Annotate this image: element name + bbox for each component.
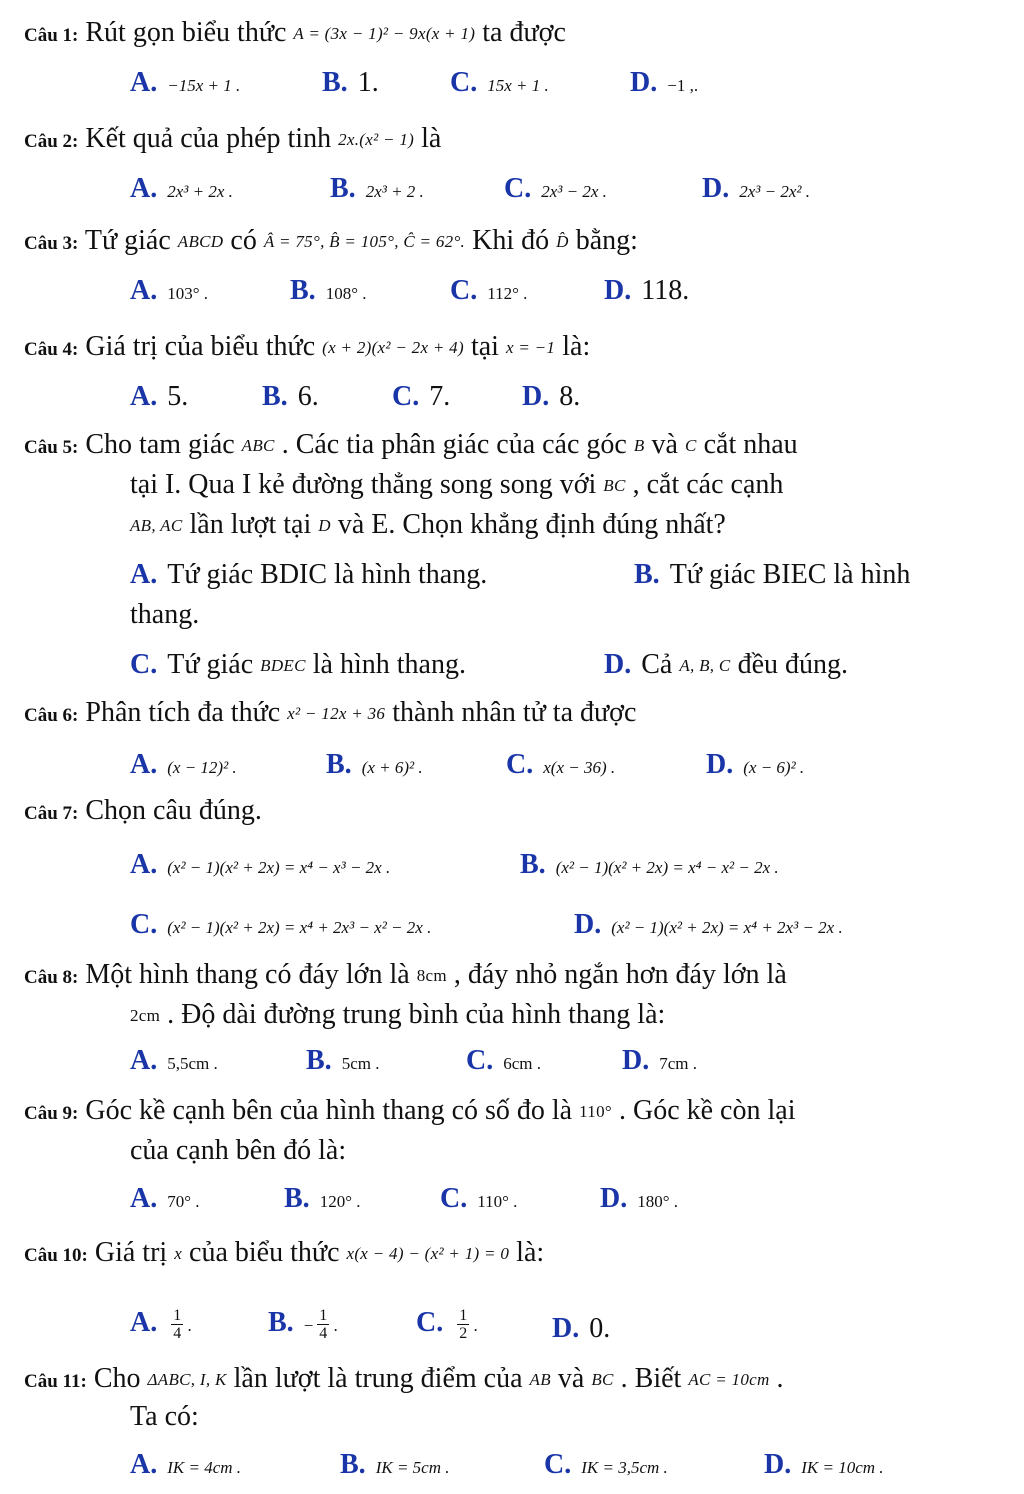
- text-fragment: 2x.(x² − 1): [338, 130, 415, 149]
- option-a[interactable]: [130, 1180, 200, 1221]
- text-fragment: 103° .: [167, 284, 209, 303]
- text-fragment: 4: [173, 1325, 182, 1343]
- option-label: C.: [130, 649, 158, 680]
- text-fragment: 6cm .: [503, 1054, 542, 1073]
- question-number: Câu 4:: [24, 339, 79, 360]
- text-fragment: 5.: [167, 381, 189, 412]
- option-c[interactable]: [466, 1042, 541, 1083]
- text-fragment: Rút gọn biểu thức: [85, 17, 294, 48]
- option-label: A.: [130, 559, 158, 590]
- question-11-line-2: [130, 1398, 199, 1436]
- text-fragment: 108° .: [325, 284, 367, 303]
- text-fragment: Â = 75°, B̂ = 105°, Ĉ = 62°.: [263, 232, 466, 251]
- text-fragment: của biểu thức: [182, 1237, 347, 1268]
- option-b-continued: [130, 596, 199, 634]
- option-label: D.: [622, 1045, 650, 1076]
- option-b[interactable]: [268, 1304, 338, 1345]
- option-c[interactable]: [544, 1446, 668, 1487]
- text-fragment: B: [633, 436, 645, 455]
- text-fragment: Cho tam giác: [85, 429, 242, 460]
- text-fragment: D̂: [556, 232, 569, 251]
- text-fragment: 8cm: [416, 966, 447, 985]
- option-label: C.: [392, 381, 420, 412]
- option-label: A.: [130, 1045, 158, 1076]
- text-fragment: IK = 3,5cm .: [581, 1458, 668, 1477]
- option-b[interactable]: [284, 1180, 361, 1221]
- text-fragment: AB: [529, 1370, 551, 1389]
- text-fragment: Chọn câu đúng.: [85, 795, 262, 826]
- option-label: D.: [764, 1449, 792, 1480]
- option-d[interactable]: [600, 1180, 678, 1221]
- fraction: [457, 1307, 469, 1342]
- option-d[interactable]: [630, 64, 698, 105]
- text-fragment: tại I. Qua I kẻ đường thẳng song song với: [130, 469, 604, 500]
- text-fragment: 7cm .: [659, 1054, 698, 1073]
- text-fragment: ΔABC, I, K: [147, 1370, 227, 1389]
- option-label: A.: [130, 849, 158, 880]
- question-9-line-2: [130, 1132, 346, 1170]
- question-number: Câu 8:: [24, 967, 79, 988]
- text-fragment: (x² − 1)(x² + 2x) = x⁴ + 2x³ − 2x .: [611, 918, 843, 937]
- text-fragment: x(x − 36) .: [543, 758, 616, 777]
- text-fragment: 2: [459, 1325, 468, 1343]
- question-number: Câu 9:: [24, 1103, 79, 1124]
- text-fragment: 112° .: [487, 284, 528, 303]
- text-fragment: (x² − 1)(x² + 2x) = x⁴ − x² − 2x .: [555, 858, 779, 877]
- text-fragment: 2cm: [130, 1006, 161, 1025]
- text-fragment: . Biết: [613, 1363, 689, 1394]
- option-label: C.: [450, 275, 478, 306]
- text-fragment: 5cm .: [341, 1054, 380, 1073]
- text-fragment: Ta có:: [130, 1401, 199, 1432]
- text-fragment: (x − 12)² .: [167, 758, 237, 777]
- text-fragment: IK = 5cm .: [375, 1458, 450, 1477]
- text-fragment: BC: [591, 1370, 614, 1389]
- text-fragment: 15x + 1 .: [487, 76, 549, 95]
- option-label: D.: [522, 381, 550, 412]
- text-fragment: là:: [509, 1237, 545, 1268]
- option-a[interactable]: [130, 272, 208, 313]
- text-fragment: , cắt các cạnh: [625, 469, 784, 500]
- option-b[interactable]: [306, 1042, 379, 1083]
- option-label: D.: [630, 67, 658, 98]
- option-c[interactable]: [450, 272, 527, 313]
- text-fragment: 5,5cm .: [167, 1054, 218, 1073]
- option-c[interactable]: [130, 906, 431, 947]
- text-fragment: ABCD: [177, 232, 224, 251]
- fraction: [317, 1307, 329, 1342]
- question-number: Câu 6:: [24, 705, 79, 726]
- option-label: B.: [330, 173, 356, 204]
- text-fragment: , đáy nhỏ ngắn hơn đáy lớn là: [446, 959, 787, 990]
- option-d[interactable]: [702, 170, 810, 211]
- option-a[interactable]: [130, 378, 188, 416]
- option-label: D.: [552, 1313, 580, 1344]
- text-fragment: 110°: [579, 1102, 612, 1121]
- text-fragment: thang.: [130, 599, 200, 630]
- text-fragment: Phân tích đa thức: [85, 697, 288, 728]
- question-8-line-2: [130, 996, 665, 1035]
- option-label: A.: [130, 67, 158, 98]
- option-label: A.: [130, 1307, 158, 1338]
- text-fragment: 118.: [641, 275, 690, 306]
- text-fragment: tại: [470, 331, 506, 362]
- question-10-stem: [24, 1234, 544, 1275]
- text-fragment: . Các tia phân giác của các góc: [274, 429, 634, 460]
- text-fragment: IK = 4cm .: [167, 1458, 242, 1477]
- option-label: A.: [130, 173, 158, 204]
- text-fragment: Kết quả của phép tinh: [85, 123, 339, 154]
- text-fragment: 1: [319, 1307, 328, 1325]
- text-fragment: lần lượt là trung điểm của: [226, 1363, 530, 1394]
- text-fragment: 6.: [297, 381, 319, 412]
- text-fragment: và: [550, 1363, 592, 1394]
- text-fragment: Tứ giác: [84, 225, 178, 256]
- option-label: B.: [290, 275, 316, 306]
- option-label: A.: [130, 275, 158, 306]
- text-fragment: Cho: [93, 1363, 148, 1394]
- text-fragment: −1 ,.: [667, 76, 699, 95]
- question-number: Câu 11:: [24, 1371, 87, 1392]
- text-fragment: 120° .: [319, 1192, 361, 1211]
- text-fragment: 1: [173, 1307, 182, 1325]
- question-number: Câu 2:: [24, 131, 79, 152]
- option-label: C.: [416, 1307, 444, 1338]
- option-b[interactable]: [634, 556, 910, 594]
- option-c[interactable]: [440, 1180, 517, 1221]
- question-number: Câu 7:: [24, 803, 79, 824]
- text-fragment: 2x³ − 2x² .: [739, 182, 810, 201]
- option-label: C.: [506, 749, 534, 780]
- option-label: D.: [574, 909, 602, 940]
- text-fragment: 1: [459, 1307, 468, 1325]
- option-label: B.: [284, 1183, 310, 1214]
- option-label: B.: [634, 559, 660, 590]
- text-fragment: ABC: [241, 436, 275, 455]
- text-fragment: IK = 10cm .: [801, 1458, 884, 1477]
- text-fragment: và E. Chọn khẳng định đúng nhất?: [330, 509, 726, 540]
- text-fragment: BC: [603, 476, 626, 495]
- option-label: B.: [268, 1307, 294, 1338]
- option-c[interactable]: [504, 170, 607, 211]
- option-d[interactable]: [522, 378, 580, 416]
- text-fragment: AB, AC: [130, 516, 183, 535]
- option-label: B.: [262, 381, 288, 412]
- option-label: A.: [130, 1183, 158, 1214]
- text-fragment: −15x + 1 .: [167, 76, 241, 95]
- text-fragment: đều đúng.: [730, 649, 848, 680]
- option-c[interactable]: [416, 1304, 478, 1345]
- option-label: D.: [604, 275, 632, 306]
- fraction: [171, 1307, 183, 1342]
- option-a[interactable]: [130, 64, 240, 105]
- text-fragment: 2x³ + 2 .: [365, 182, 424, 201]
- option-label: B.: [326, 749, 352, 780]
- option-label: B.: [306, 1045, 332, 1076]
- text-fragment: cắt nhau: [696, 429, 798, 460]
- option-a[interactable]: [130, 1304, 192, 1345]
- option-label: C.: [450, 67, 478, 98]
- text-fragment: A, B, C: [679, 656, 731, 675]
- question-number: Câu 1:: [24, 25, 79, 46]
- text-fragment: −: [303, 1316, 314, 1335]
- text-fragment: 0.: [589, 1313, 611, 1344]
- option-c[interactable]: [450, 64, 549, 105]
- option-label: C.: [466, 1045, 494, 1076]
- text-fragment: x: [174, 1244, 183, 1263]
- text-fragment: 8.: [559, 381, 581, 412]
- option-label: C.: [130, 909, 158, 940]
- text-fragment: .: [469, 1316, 478, 1335]
- text-fragment: BDEC: [260, 656, 306, 675]
- option-label: B.: [322, 67, 348, 98]
- text-fragment: Giá trị của biểu thức: [85, 331, 323, 362]
- question-5-line-1: [24, 426, 798, 467]
- text-fragment: Góc kề cạnh bên của hình thang có số đo là: [85, 1095, 580, 1126]
- option-b[interactable]: [326, 746, 423, 787]
- option-label: A.: [130, 749, 158, 780]
- text-fragment: và: [644, 429, 685, 460]
- text-fragment: A = (3x − 1)² − 9x(x + 1): [293, 24, 476, 43]
- option-label: D.: [706, 749, 734, 780]
- text-fragment: Khi đó: [472, 225, 557, 256]
- question-number: Câu 3:: [24, 233, 79, 254]
- text-fragment: ta được: [482, 17, 566, 48]
- option-a[interactable]: [130, 846, 390, 887]
- text-fragment: AC = 10cm: [688, 1370, 770, 1389]
- option-d[interactable]: [706, 746, 804, 787]
- question-5-line-3: [130, 506, 726, 545]
- option-label: A.: [130, 1449, 158, 1480]
- question-1-stem: [24, 14, 566, 55]
- option-a[interactable]: [130, 746, 237, 787]
- option-label: D.: [702, 173, 730, 204]
- option-label: B.: [520, 849, 546, 880]
- text-fragment: C: [684, 436, 697, 455]
- option-a[interactable]: [130, 1042, 218, 1083]
- text-fragment: .: [183, 1316, 192, 1335]
- option-d[interactable]: [552, 1310, 610, 1348]
- option-c[interactable]: [130, 646, 466, 685]
- question-11-line-1: [24, 1360, 784, 1401]
- question-number: Câu 5:: [24, 437, 79, 458]
- text-fragment: .: [769, 1363, 784, 1394]
- text-fragment: .: [329, 1316, 338, 1335]
- option-label: C.: [504, 173, 532, 204]
- option-b[interactable]: [262, 378, 319, 416]
- text-fragment: Cả: [641, 649, 680, 680]
- text-fragment: thành nhân tử ta được: [385, 697, 637, 728]
- option-c[interactable]: [392, 378, 450, 416]
- text-fragment: (x + 6)² .: [361, 758, 423, 777]
- text-fragment: có: [230, 225, 264, 256]
- text-fragment: lần lượt tại: [182, 509, 319, 540]
- question-9-line-1: [24, 1092, 795, 1133]
- option-d[interactable]: [604, 646, 848, 685]
- text-fragment: Tứ giác BIEC là hình: [669, 559, 911, 590]
- text-fragment: 180° .: [637, 1192, 679, 1211]
- option-label: B.: [340, 1449, 366, 1480]
- question-3-stem: [24, 222, 638, 263]
- question-6-stem: [24, 694, 636, 735]
- option-b[interactable]: [330, 170, 424, 211]
- text-fragment: là:: [562, 331, 591, 362]
- text-fragment: 2x³ − 2x .: [541, 182, 607, 201]
- text-fragment: . Độ dài đường trung bình của hình thang là:: [160, 999, 666, 1030]
- text-fragment: x(x − 4) − (x² + 1) = 0: [346, 1244, 510, 1263]
- text-fragment: Tứ giác: [167, 649, 261, 680]
- question-8-line-1: [24, 956, 787, 997]
- question-7-stem: [24, 792, 262, 833]
- option-a[interactable]: [130, 556, 487, 594]
- option-label: D.: [604, 649, 632, 680]
- text-fragment: là: [421, 123, 442, 154]
- text-fragment: 7.: [429, 381, 451, 412]
- text-fragment: (x² − 1)(x² + 2x) = x⁴ + 2x³ − x² − 2x .: [167, 918, 432, 937]
- text-fragment: là hình thang.: [305, 649, 466, 680]
- option-label: C.: [440, 1183, 468, 1214]
- question-4-stem: [24, 328, 590, 369]
- option-b[interactable]: [340, 1446, 449, 1487]
- option-label: D.: [600, 1183, 628, 1214]
- question-number: Câu 10:: [24, 1245, 88, 1266]
- text-fragment: 4: [319, 1325, 328, 1343]
- option-b[interactable]: [520, 846, 779, 887]
- text-fragment: x = −1: [505, 338, 556, 357]
- option-label: A.: [130, 381, 158, 412]
- option-b[interactable]: [290, 272, 367, 313]
- text-fragment: (x² − 1)(x² + 2x) = x⁴ − x³ − 2x .: [167, 858, 391, 877]
- text-fragment: (x + 2)(x² − 2x + 4): [322, 338, 464, 357]
- option-a[interactable]: [130, 170, 233, 211]
- option-d[interactable]: [764, 1446, 884, 1487]
- text-fragment: của cạnh bên đó là:: [130, 1135, 347, 1166]
- text-fragment: . Góc kề còn lại: [611, 1095, 796, 1126]
- text-fragment: Tứ giác BDIC là hình thang.: [167, 559, 488, 590]
- text-fragment: (x − 6)² .: [743, 758, 805, 777]
- text-fragment: x² − 12x + 36: [287, 704, 386, 723]
- text-fragment: 2x³ + 2x .: [167, 182, 233, 201]
- text-fragment: D: [318, 516, 331, 535]
- question-2-stem: [24, 120, 441, 161]
- text-fragment: Giá trị: [94, 1237, 175, 1268]
- text-fragment: bằng:: [575, 225, 638, 256]
- option-d[interactable]: [574, 906, 843, 947]
- option-b[interactable]: [322, 64, 379, 102]
- option-d[interactable]: [622, 1042, 697, 1083]
- text-fragment: 110° .: [477, 1192, 518, 1211]
- text-fragment: Một hình thang có đáy lớn là: [85, 959, 417, 990]
- question-5-line-2: [130, 466, 783, 505]
- option-label: C.: [544, 1449, 572, 1480]
- option-c[interactable]: [506, 746, 615, 787]
- text-fragment: 70° .: [167, 1192, 200, 1211]
- option-a[interactable]: [130, 1446, 241, 1487]
- text-fragment: 1.: [357, 67, 379, 98]
- option-d[interactable]: [604, 272, 689, 310]
